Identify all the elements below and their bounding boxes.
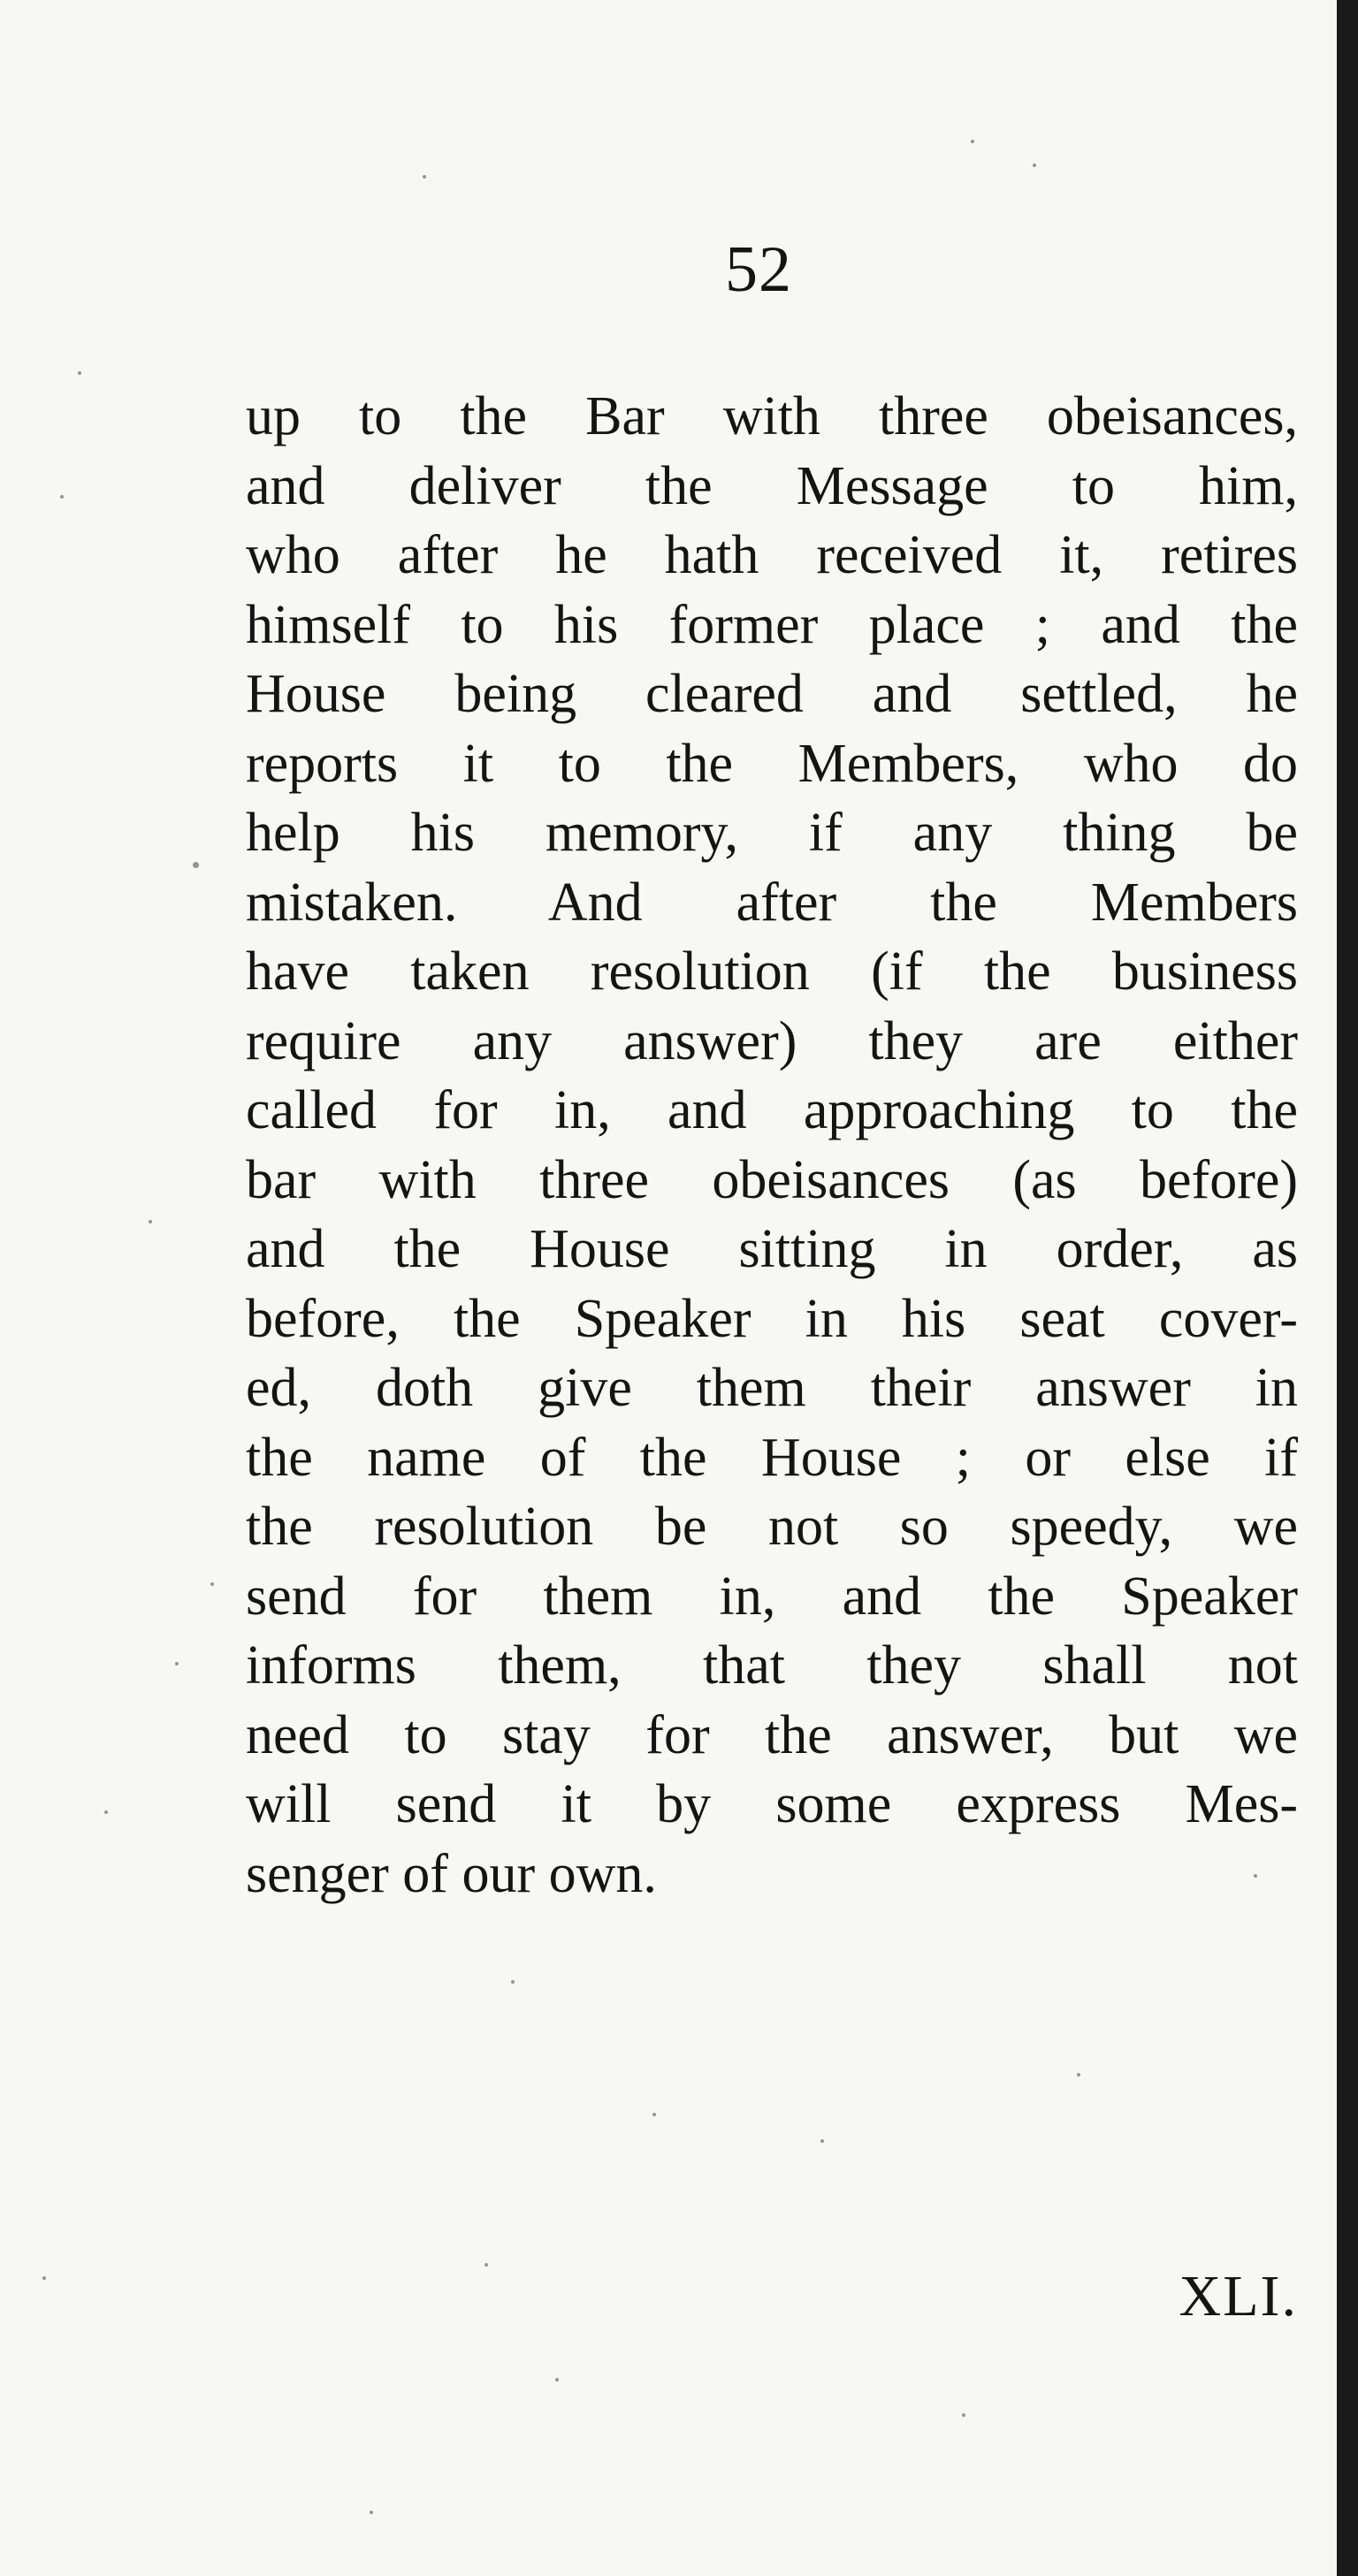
text-line: the name of the House ; or else if: [246, 1427, 1298, 1488]
text-line: the resolution be not so speedy, we: [246, 1497, 1298, 1557]
scan-speck: [210, 1582, 214, 1586]
body-text: [246, 382, 1298, 1909]
text-line: bar with three obeisances (as before): [246, 1149, 1298, 1210]
text-line: up to the Bar with three obeisances,: [246, 386, 1298, 446]
scan-speck: [104, 1810, 108, 1814]
text-line: called for in, and approaching to the: [246, 1080, 1298, 1140]
text-line: House being cleared and settled, he: [246, 664, 1298, 724]
text-line: need to stay for the answer, but we: [246, 1704, 1298, 1765]
text-line: before, the Speaker in his seat cover-: [246, 1288, 1298, 1349]
scan-speck: [555, 2378, 559, 2382]
scan-speck: [175, 1662, 179, 1665]
text-line: will send it by some express Mes-: [246, 1774, 1298, 1834]
scan-speck: [511, 1980, 515, 1984]
text-line: and the House sitting in order, as: [246, 1219, 1298, 1279]
scan-speck: [78, 371, 81, 375]
scan-speck: [1254, 1874, 1257, 1878]
scan-speck: [60, 495, 64, 499]
text-line: himself to his former place ; and the: [246, 594, 1298, 655]
scan-speck: [820, 2139, 824, 2143]
text-line: require any answer) they are either: [246, 1010, 1298, 1071]
scan-speck: [484, 2263, 488, 2267]
scan-speck: [193, 862, 199, 868]
text-line: senger of our own.: [246, 1843, 657, 1904]
scan-speck: [1033, 164, 1036, 167]
text-line: have taken resolution (if the business: [246, 941, 1298, 1002]
page-number: 52: [725, 233, 792, 306]
catchword: XLI.: [1179, 2264, 1298, 2328]
text-line: mistaken. And after the Members: [246, 872, 1298, 933]
scan-speck: [971, 140, 974, 143]
scan-speck: [149, 1220, 152, 1223]
text-line: help his memory, if any thing be: [246, 803, 1298, 863]
scan-speck: [652, 2113, 656, 2116]
text-line: reports it to the Members, who do: [246, 733, 1298, 794]
text-line: and deliver the Message to him,: [246, 455, 1298, 516]
book-spine-edge: [1331, 0, 1358, 2576]
text-line: who after he hath received it, retires: [246, 525, 1298, 585]
scan-speck: [1077, 2073, 1080, 2077]
scan-speck: [42, 2276, 46, 2280]
scan-speck: [423, 175, 426, 179]
scan-speck: [962, 2413, 965, 2417]
text-line: informs them, that they shall not: [246, 1635, 1298, 1696]
text-line: ed, doth give them their answer in: [246, 1358, 1298, 1418]
text-line: send for them in, and the Speaker: [246, 1566, 1298, 1627]
scan-speck: [370, 2511, 373, 2514]
